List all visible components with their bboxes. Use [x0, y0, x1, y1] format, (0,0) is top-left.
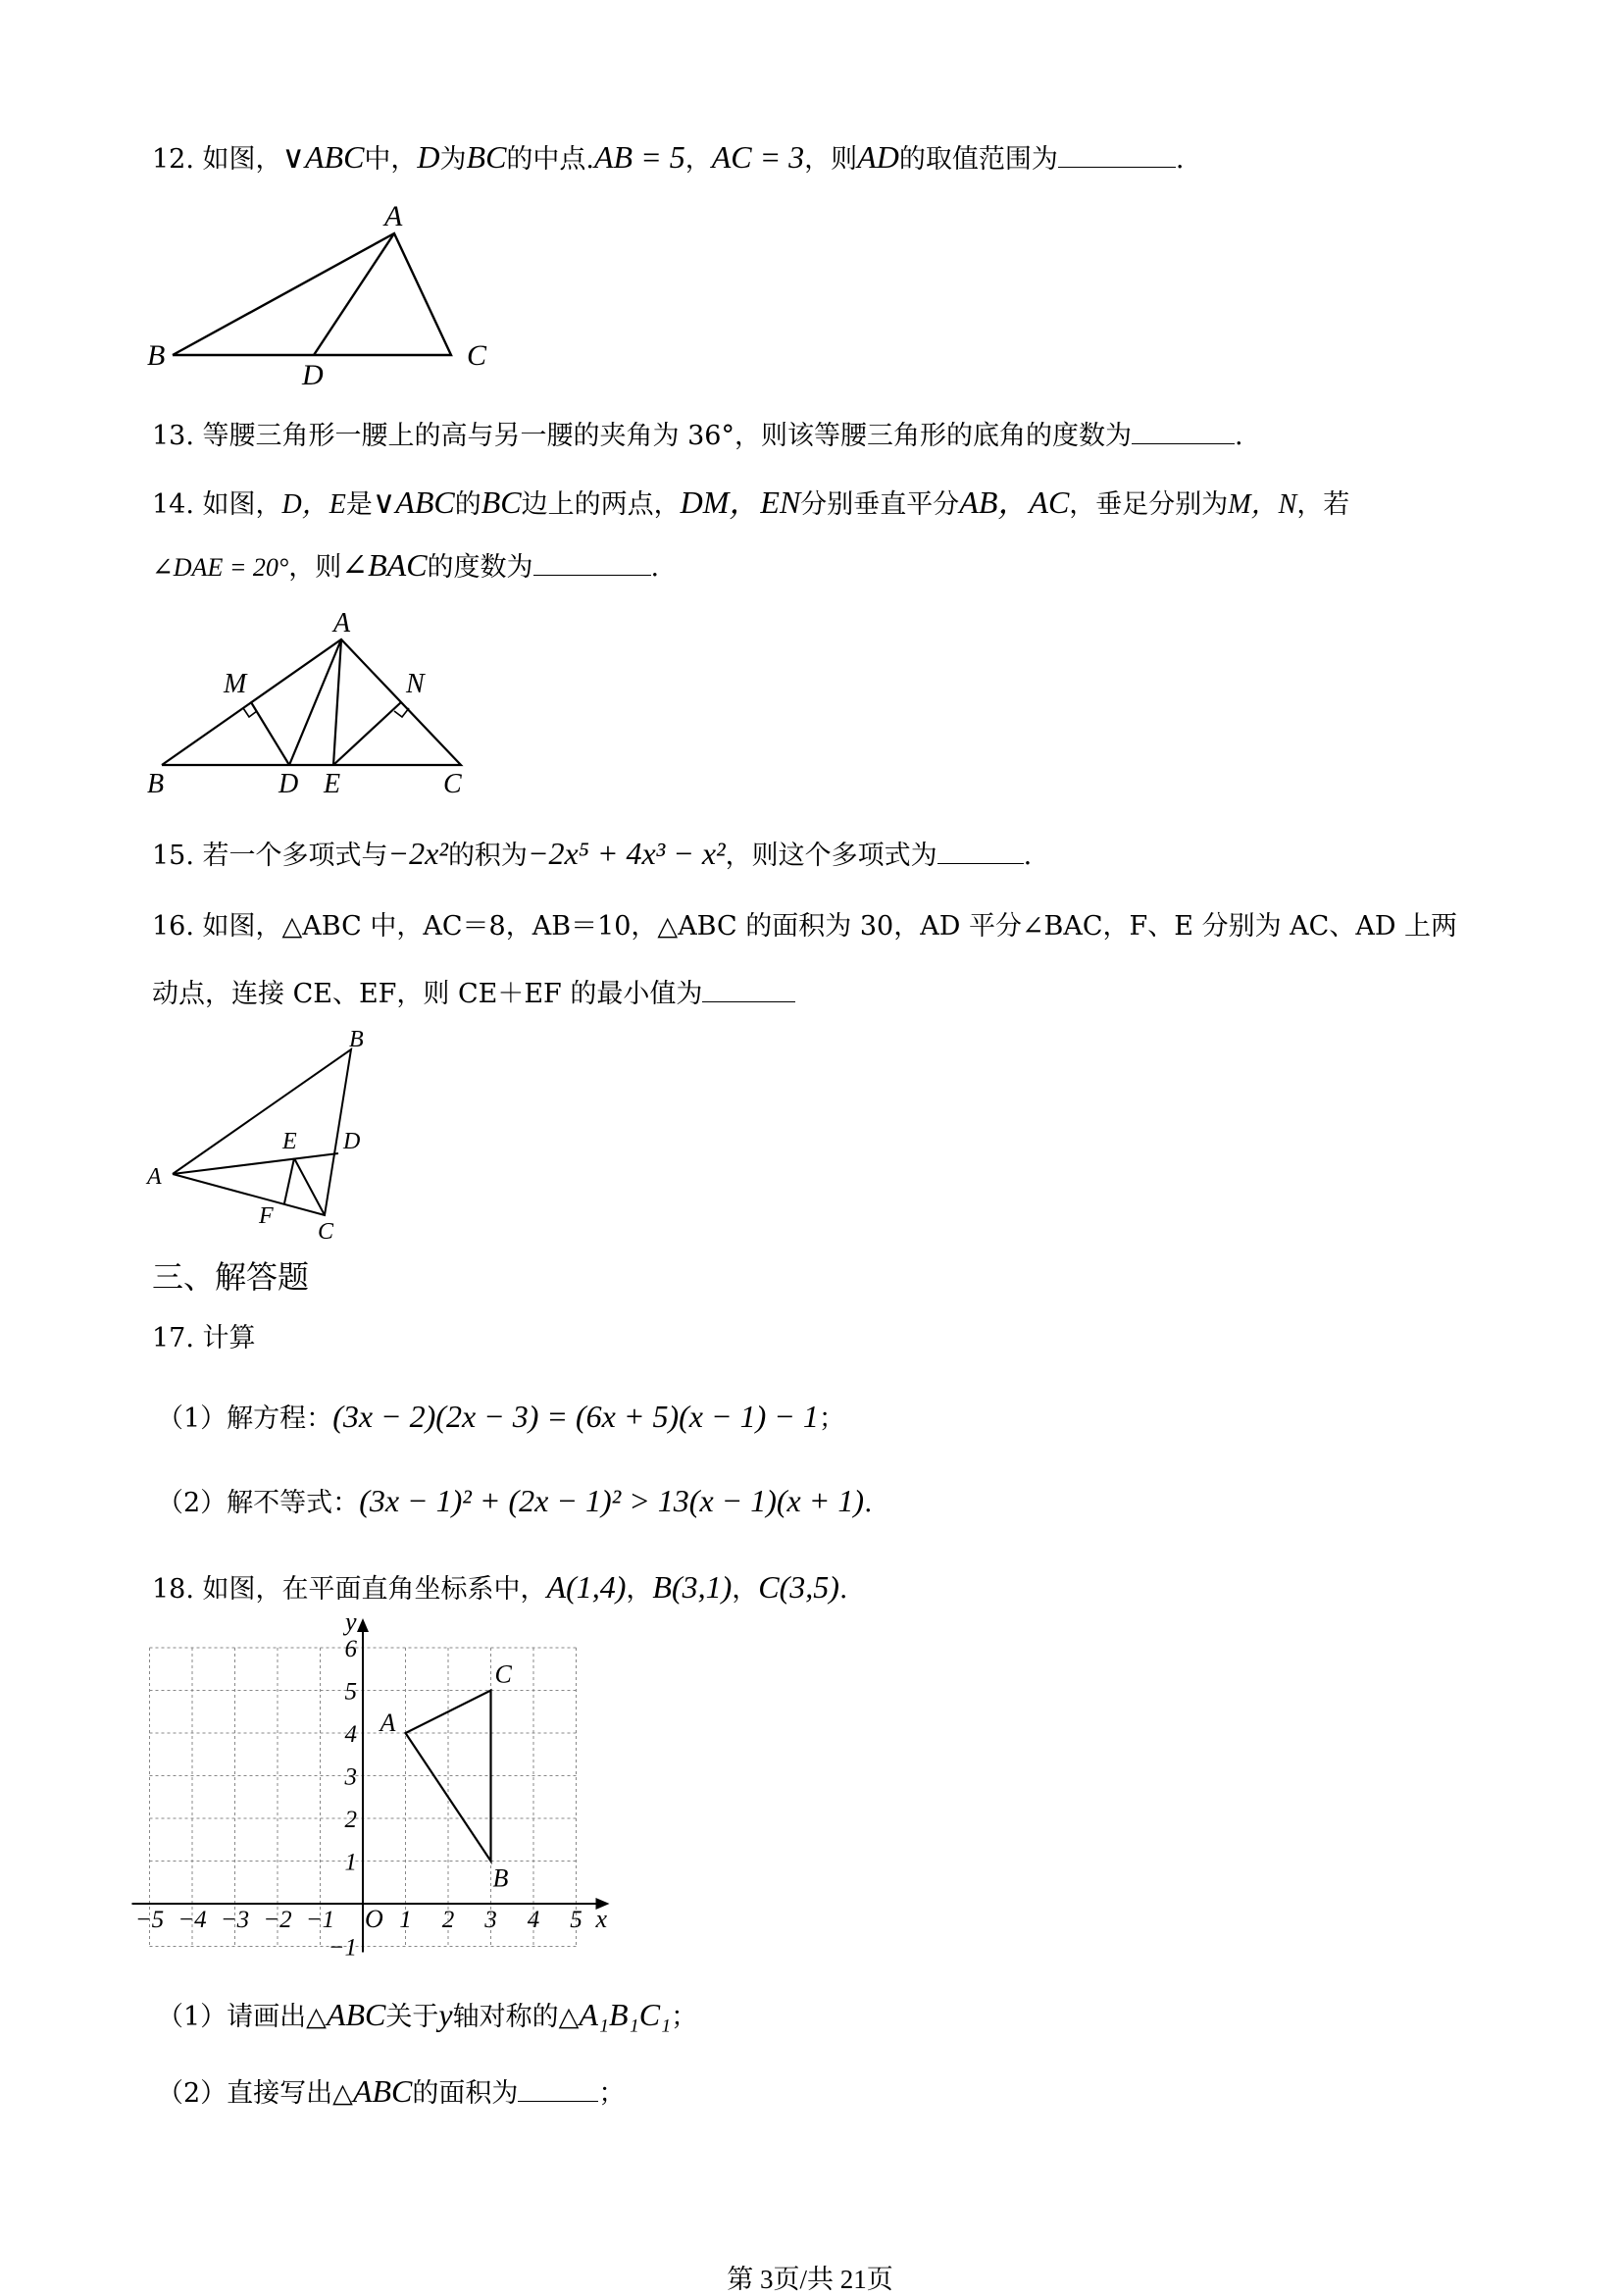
q16-label-d: D — [343, 1129, 361, 1154]
q16-label-c: C — [318, 1219, 334, 1245]
x-tick-label: 3 — [484, 1907, 497, 1933]
x-tick-label: −4 — [177, 1907, 207, 1933]
q15-text: 15. 若一个多项式与−2x²的积为−2x⁵ + 4x³ − x²，则这个多项式为 . — [152, 836, 1033, 871]
x-tick-label: 2 — [441, 1907, 455, 1933]
x-tick-label: −2 — [263, 1907, 292, 1933]
y-axis-arrow — [357, 1618, 369, 1632]
q16-label-e: E — [282, 1129, 297, 1154]
y-tick-label: 4 — [344, 1721, 357, 1748]
q13-text: 13. 等腰三角形一腰上的高与另一腰的夹角为 36°，则该等腰三角形的底角的度数为 . — [152, 417, 1243, 456]
q14-text-line2: ∠DAE = 20°，则∠BAC的度数为 . — [152, 547, 660, 583]
q16-label-a: A — [147, 1164, 162, 1190]
q12-label-d: D — [302, 359, 324, 391]
y-tick-label: 3 — [344, 1763, 357, 1791]
y-tick-label: 2 — [344, 1807, 357, 1833]
y-tick-label: 1 — [344, 1849, 357, 1876]
q14-label-e: E — [324, 769, 341, 799]
y-tick-label: −1 — [328, 1934, 357, 1962]
q16-label-f: F — [259, 1203, 274, 1229]
x-tick-label: −1 — [305, 1907, 335, 1933]
q14-label-d: D — [278, 769, 299, 799]
q14-label-b: B — [147, 769, 165, 799]
q14-figure — [137, 608, 530, 799]
q17-title: 17. 计算 — [152, 1323, 256, 1353]
point-label-a: A — [380, 1709, 396, 1737]
q17-part2: （2）解不等式：(3x − 1)² + (2x − 1)² > 13(x − 1)(x + 1). — [157, 1483, 873, 1518]
q12-figure — [137, 196, 510, 392]
q16-label-b: B — [349, 1027, 364, 1052]
q18-part1: （1）请画出△ABC关于y轴对称的△A₁B₁C₁； — [157, 1997, 698, 2032]
q12-label-c: C — [467, 339, 487, 372]
origin-label: O — [365, 1905, 383, 1933]
x-axis-label: x — [595, 1905, 608, 1933]
q16-figure — [137, 1025, 402, 1246]
coordinate-plane-chart — [134, 1607, 647, 1976]
q16-text-line2: 动点，连接 CE、EF，则 CE＋EF 的最小值为 — [152, 975, 795, 1014]
q12-label-a: A — [384, 200, 403, 232]
x-tick-label: −3 — [220, 1907, 250, 1933]
q18-text: 18. 如图，在平面直角坐标系中，A(1,4)，B(3,1)，C(3,5). — [152, 1569, 848, 1605]
section-heading: 三、解答题 — [152, 1258, 310, 1296]
q14-label-c: C — [443, 769, 462, 799]
y-axis-label: y — [345, 1607, 357, 1636]
point-label-b: B — [492, 1863, 509, 1893]
page-footer: 第 3页/共 21页 — [727, 2265, 893, 2294]
x-tick-label: 5 — [570, 1907, 582, 1933]
q12-text: 12. 如图，∨ABC中，D为BC的中点.AB = 5，AC = 3，则AD的取值范围为 . — [152, 139, 1185, 175]
q14-label-n: N — [406, 669, 425, 699]
x-tick-label: 4 — [527, 1907, 540, 1933]
q14-label-a: A — [333, 608, 351, 638]
y-tick-label: 5 — [344, 1678, 357, 1706]
x-tick-label: −5 — [134, 1907, 165, 1933]
q17-part1: （1）解方程：(3x − 2)(2x − 3) = (6x + 5)(x − 1) − 1； — [157, 1399, 845, 1434]
q12-label-b: B — [147, 339, 166, 372]
point-label-c: C — [494, 1659, 512, 1689]
q14-label-m: M — [224, 669, 247, 699]
q16-text-line1: 16. 如图，△ABC 中，AC＝8，AB＝10，△ABC 的面积为 30，AD 平分∠BAC，F、E 分别为 AC、AD 上两 — [152, 911, 1458, 942]
triangle-abc — [406, 1691, 491, 1862]
q18-part2: （2）直接写出△ABC的面积为 ； — [157, 2073, 626, 2109]
x-tick-label: 1 — [399, 1907, 412, 1933]
y-tick-label: 6 — [344, 1636, 357, 1662]
q14-text-line1: 14. 如图，D，E是∨ABC的BC边上的两点，DM，EN分别垂直平分AB，AC，垂足分别为M，N，若 — [152, 485, 1350, 520]
